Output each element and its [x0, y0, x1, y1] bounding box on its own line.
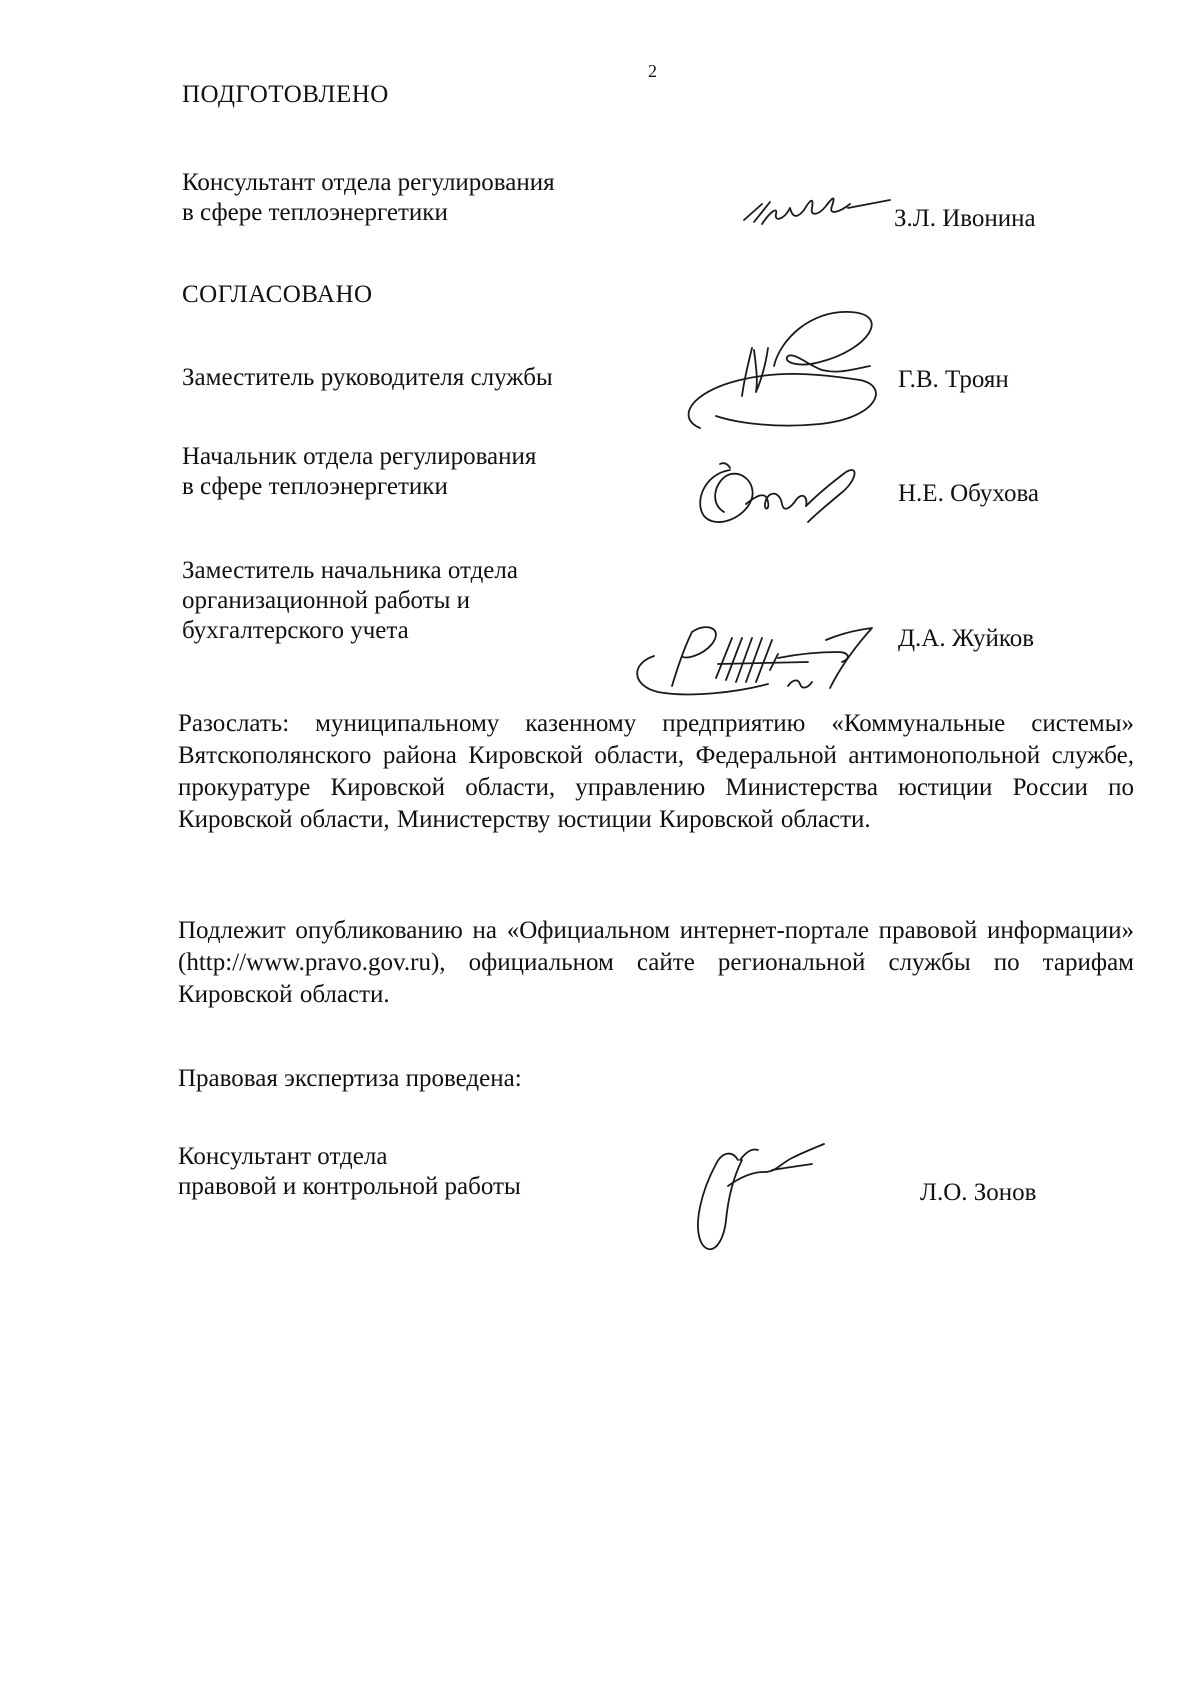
position-line: правовой и контрольной работы	[178, 1173, 521, 1200]
signer-name: Д.А. Жуйков	[898, 625, 1035, 652]
signature-obukhova	[690, 460, 870, 532]
position-line: Консультант отдела регулирования	[182, 169, 555, 196]
agreed-position-3	[182, 556, 518, 646]
signer-name: Г.В. Троян	[898, 366, 1009, 393]
legal-review-position	[178, 1142, 521, 1202]
legal-review-heading: Правовая экспертиза проведена:	[178, 1065, 522, 1092]
signature-ivonina	[740, 186, 900, 236]
signer-name: З.Л. Ивонина	[894, 205, 1036, 232]
position-line: Консультант отдела	[178, 1143, 388, 1170]
signature-zhuykov	[628, 608, 892, 700]
agreed-position-2	[182, 442, 536, 502]
agreed-heading: СОГЛАСОВАНО	[182, 281, 373, 308]
prepared-heading: ПОДГОТОВЛЕНО	[182, 81, 389, 108]
distribution-paragraph: Разослать: муниципальному казенному предприятию «Коммунальные системы» Вятскополянского района Кировской области, Федеральной антимонопольной службе, прокуратуре Кировской области, управлению Министерства юстиции России по Кировской области, Министерству юстиции Кировской области.	[178, 710, 1134, 833]
publication-paragraph: Подлежит опубликованию на «Официальном интернет-портале правовой информации» (http://www.pravo.gov.ru), официальном сайте региональной службы по тарифам Кировской области.	[178, 917, 1134, 1008]
agreed-position-1	[182, 363, 553, 393]
position-line: организационной работы и	[182, 587, 471, 614]
page-number: 2	[648, 61, 657, 81]
signature-zonov	[680, 1130, 830, 1260]
position-line: бухгалтерского учета	[182, 617, 409, 644]
signature-troyan	[670, 300, 900, 450]
position-line: в сфере теплоэнергетики	[182, 199, 448, 226]
position-line: Заместитель начальника отдела	[182, 557, 518, 584]
signer-name: Л.О. Зонов	[920, 1179, 1037, 1206]
position-line: Начальник отдела регулирования	[182, 443, 537, 470]
prepared-position	[182, 168, 555, 228]
position-line: Заместитель руководителя службы	[182, 364, 553, 391]
position-line: в сфере теплоэнергетики	[182, 473, 448, 500]
signer-name: Н.Е. Обухова	[898, 480, 1040, 507]
